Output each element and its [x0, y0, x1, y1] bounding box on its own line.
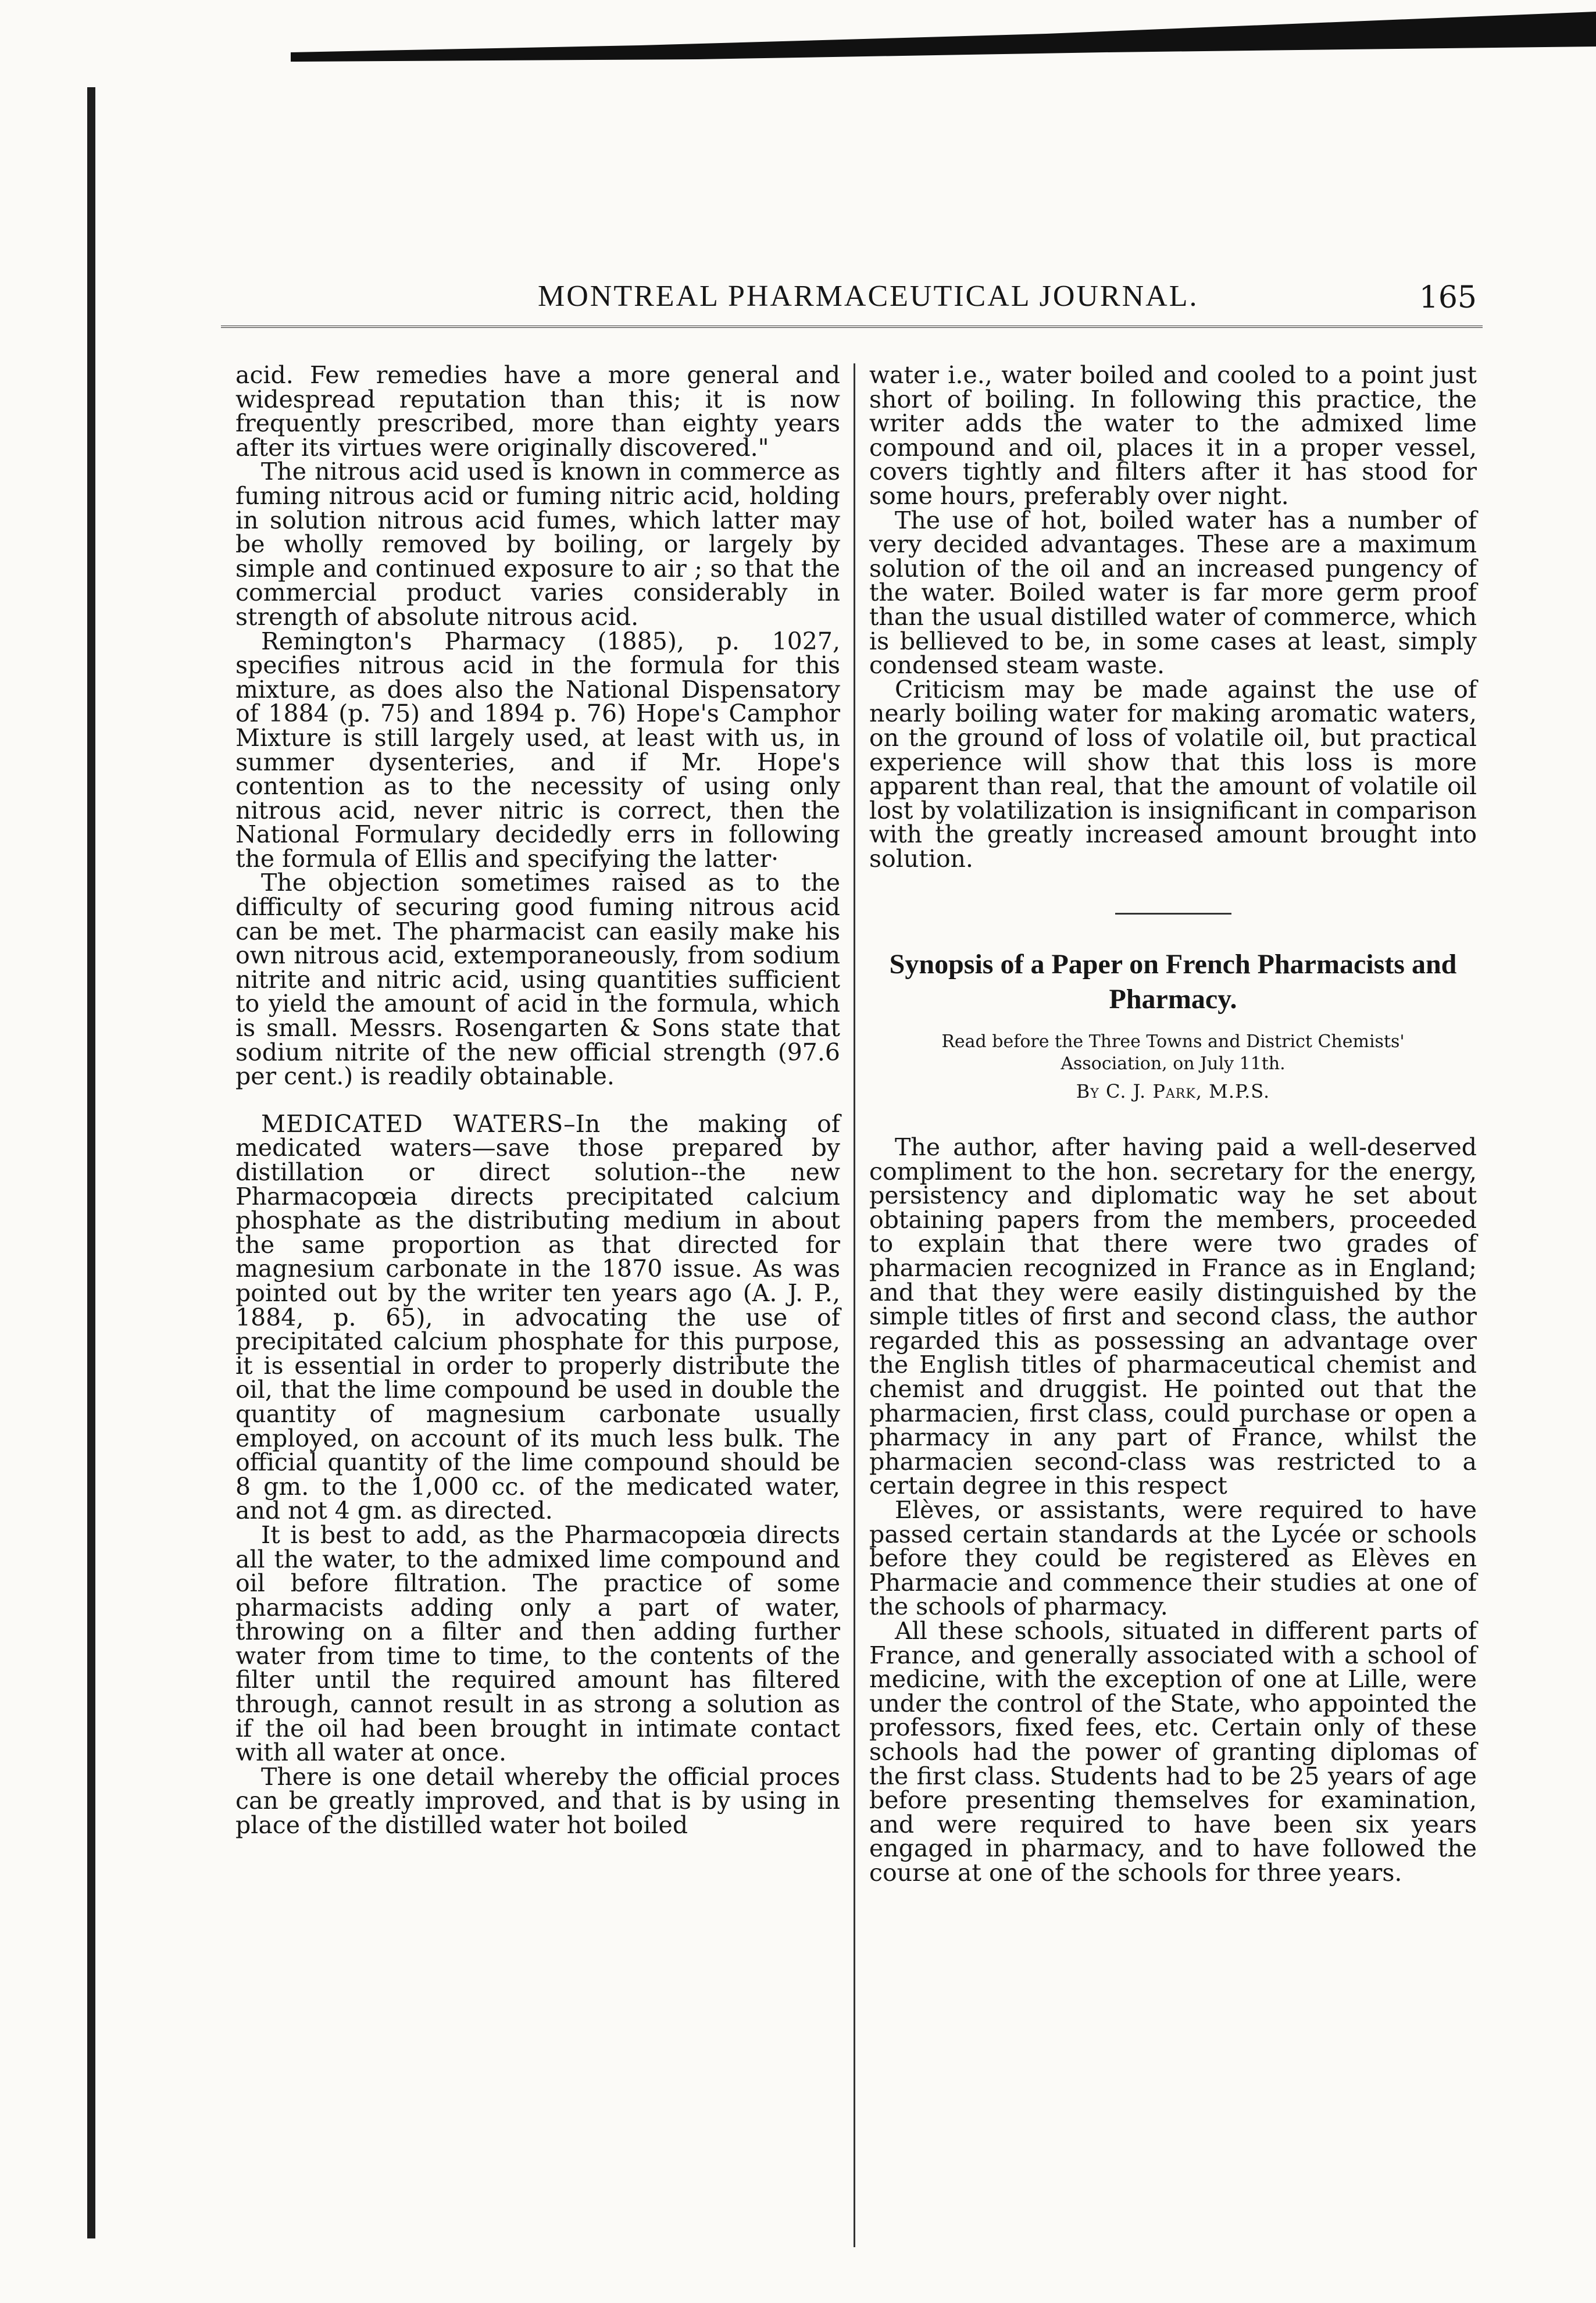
scan-left-edge: [87, 87, 95, 2238]
paragraph: The use of hot, boiled water has a number of very decided advantages. These are a maximum solution of the oil and an increased pungency of the water. Boiled water is far more germ proof than the usual distilled water of commerce, which is bellieved to be, in some cases at least, simply condensed steam waste.: [869, 506, 1477, 680]
right-column: [869, 363, 1477, 2247]
scan-top-edge-shadow: [291, 12, 1596, 67]
running-header: [221, 273, 1483, 328]
section-subtitle: Read before the Three Towns and District Chemists' Association, on July 11th.: [941, 1031, 1405, 1074]
paragraph: water i.e., water boiled and cooled to a point just short of boiling. In following this practice, the writer adds the water to the admixed lime compound and oil, places it in a proper vessel, covers tightly and filters after it has stood for some hours, preferably over night.: [869, 361, 1477, 510]
paragraph: It is best to add, as the Pharmacopœia directs all the water, to the admixed lime compound and oil before filtration. The practice of some pharmacists adding only a part of water, throwing on a filter and then adding further water from time to time, to the contents of the filter until the required amount has filtered through, cannot result in as strong a solution as if the oil had been brought in intimate contact with all water at once.: [235, 1520, 840, 1767]
run-in-heading: MEDICATED WATERS: [261, 1109, 564, 1138]
paragraph: Remington's Pharmacy (1885), p. 1027, specifies nitrous acid in the formula for this mixture, as does also the National Dispensatory of 1884 (p. 75) and 1894 p. 76) Hope's Camphor Mixture is still largely used, at least with us, in summer dysenteries, and if Mr. Hope's contention as to the necessity of using only nitrous acid, never nitric is correct, then the National Formulary decidedly errs in following the formula of Ellis and specifying the latter·: [235, 627, 840, 873]
paragraph: Elèves, or assistants, were required to have passed certain standards at the Lycée or schools before they could be registered as Elèves en Pharmacie and commence their studies at one of the schools of pharmacy.: [869, 1495, 1477, 1621]
section-separator: [1115, 913, 1231, 915]
paragraph: There is one detail whereby the official proces can be greatly improved, and that is by using in place of the distilled water hot boiled: [235, 1762, 840, 1840]
column-divider: [854, 363, 855, 2247]
author-byline: [869, 1080, 1477, 1104]
section-title: Synopsis of a Paper on French Pharmacists and Pharmacy.: [889, 949, 1457, 1015]
paragraph: The author, after having paid a well-deserved compliment to the hon. secretary for the energy, persistency and diplomatic way he set about obtaining papers from the members, proceeded to explain that there were two grades of pharmacien recognized in France as in England; and that they were easily distinguished by the simple titles of first and second class, the author regarded this as possessing an advantage over the English titles of pharmaceutical chemist and chemist and druggist. He pointed out that the pharmacien, first class, could purchase or open a pharmacy in any part of France, whilst the pharmacien second-class was restricted to a certain degree in this respect: [869, 1133, 1477, 1500]
paragraph-medicated-waters: [235, 1109, 840, 1525]
byline-text: By C. J. Park, M.P.S.: [1076, 1080, 1270, 1103]
page-number: 165: [1419, 280, 1477, 315]
paragraph: The objection sometimes raised as to the difficulty of securing good fuming nitrous acid can be met. The pharmacist can easily make his own nitrous acid, extemporaneously, from sodium nitrite and nitric acid, using quantities sufficient to yield the amount of acid in the formula, which is small. Messrs. Rosengarten & Sons state that sodium nitrite of the new official strength (97.6 per cent.) is readily obtainable.: [235, 869, 840, 1091]
paragraph-body: –In the making of medicated waters—save those prepared by distillation or direct solution--the new Pharmacopœia directs precipitated calcium phosphate as the distributing medium in about the same proportion as that directed for magnesium carbonate in the 1870 issue. As was pointed out by the writer ten years ago (A. J. P., 1884, p. 65), in advocating the use of precipitated calcium phosphate for this purpose, it is essential in order to properly distribute the oil, that the lime compound be used in double the quantity of magnesium carbonate usually employed, on account of its much less bulk. The official quantity of the lime compound should be 8 gm. to the 1,000 cc. of the medicated water, and not 4 gm. as directed.: [235, 1109, 840, 1525]
journal-title: MONTREAL PHARMACEUTICAL JOURNAL.: [538, 280, 1199, 313]
left-column: [235, 363, 840, 2247]
paragraph: The nitrous acid used is known in commerce as fuming nitrous acid or fuming nitric acid, holding in solution nitrous acid fumes, which latter may be wholly removed by boiling, or largely by simple and continued exposure to air ; so that the commercial product varies considerably in strength of absolute nitrous acid.: [235, 458, 840, 631]
paragraph: All these schools, situated in different parts of France, and generally associated with a school of medicine, with the exception of one at Lille, were under the control of the State, who appointed the professors, fixed fees, etc. Certain only of these schools had the power of granting diplomas of the first class. Students had to be 25 years of age before presenting themselves for examination, and were required to have been six years engaged in pharmacy, and to have followed the course at one of the schools for three years.: [869, 1616, 1477, 1887]
paragraph: acid. Few remedies have a more general and widespread reputation than this; it is now frequently prescribed, more than eighty years after its virtues were originally discovered.": [235, 361, 840, 462]
paragraph: Criticism may be made against the use of nearly boiling water for making aromatic waters, on the ground of loss of volatile oil, but practical experience will show that this loss is more apparent than real, that the amount of volatile oil lost by volatilization is insignificant in comparison with the greatly increased amount brought into solution.: [869, 675, 1477, 873]
